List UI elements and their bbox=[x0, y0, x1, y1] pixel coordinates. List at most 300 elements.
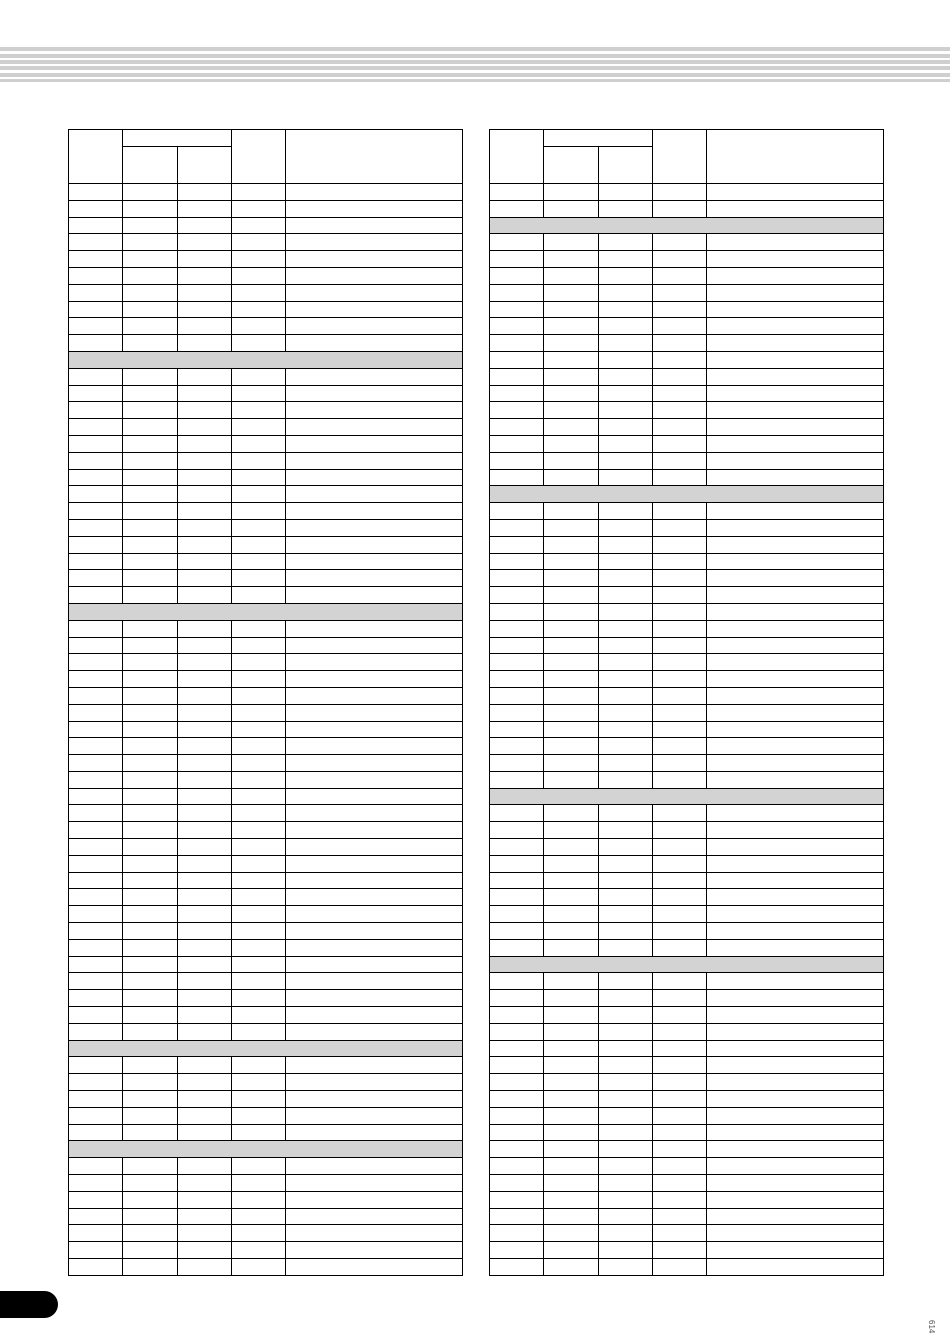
table-row bbox=[69, 1124, 463, 1141]
table-cell bbox=[544, 1091, 599, 1108]
table-row bbox=[490, 671, 884, 688]
table-cell bbox=[544, 671, 599, 688]
table-cell bbox=[707, 587, 884, 604]
table-cell bbox=[653, 755, 707, 772]
chapter-tab bbox=[0, 1291, 58, 1318]
table-cell bbox=[178, 990, 232, 1007]
group-header-row bbox=[490, 956, 884, 973]
table-cell bbox=[69, 553, 123, 570]
table-cell bbox=[653, 351, 707, 368]
header-cell bbox=[707, 130, 884, 184]
table-cell bbox=[599, 452, 653, 469]
table-cell bbox=[178, 1158, 232, 1175]
table-row bbox=[69, 435, 463, 452]
table-cell bbox=[490, 1141, 544, 1158]
table-cell bbox=[286, 301, 463, 318]
table-row bbox=[490, 872, 884, 889]
table-cell bbox=[232, 1074, 286, 1091]
table-cell bbox=[599, 385, 653, 402]
table-cell bbox=[69, 1091, 123, 1108]
table-cell bbox=[599, 351, 653, 368]
table-cell bbox=[178, 200, 232, 217]
table-cell bbox=[178, 620, 232, 637]
table-cell bbox=[123, 301, 178, 318]
table-row bbox=[69, 956, 463, 973]
table-cell bbox=[286, 251, 463, 268]
table-cell bbox=[123, 267, 178, 284]
table-cell bbox=[232, 855, 286, 872]
table-row bbox=[490, 973, 884, 990]
table-row bbox=[490, 923, 884, 940]
table-cell bbox=[653, 620, 707, 637]
table-cell bbox=[599, 687, 653, 704]
table-row bbox=[69, 637, 463, 654]
table-cell bbox=[286, 805, 463, 822]
table-cell bbox=[653, 1208, 707, 1225]
table-cell bbox=[286, 704, 463, 721]
table-cell bbox=[544, 402, 599, 419]
table-row bbox=[490, 284, 884, 301]
table-row bbox=[490, 687, 884, 704]
table-row bbox=[490, 519, 884, 536]
table-cell bbox=[123, 553, 178, 570]
table-cell bbox=[286, 1208, 463, 1225]
table-row bbox=[490, 637, 884, 654]
table-cell bbox=[707, 267, 884, 284]
table-cell bbox=[653, 570, 707, 587]
table-row bbox=[69, 771, 463, 788]
table-cell bbox=[69, 234, 123, 251]
table-cell bbox=[490, 771, 544, 788]
table-cell bbox=[653, 1124, 707, 1141]
table-cell bbox=[707, 536, 884, 553]
table-cell bbox=[178, 1259, 232, 1276]
table-cell bbox=[232, 469, 286, 486]
table-cell bbox=[490, 1057, 544, 1074]
table-cell bbox=[490, 755, 544, 772]
table-cell bbox=[69, 620, 123, 637]
header-stripe bbox=[0, 79, 950, 82]
table-row bbox=[490, 1007, 884, 1024]
table-cell bbox=[653, 973, 707, 990]
table-cell bbox=[178, 385, 232, 402]
table-cell bbox=[599, 889, 653, 906]
table-cell bbox=[123, 419, 178, 436]
table-cell bbox=[653, 234, 707, 251]
table-cell bbox=[490, 872, 544, 889]
table-cell bbox=[653, 855, 707, 872]
table-cell bbox=[123, 452, 178, 469]
table-cell bbox=[178, 452, 232, 469]
table-row bbox=[69, 503, 463, 520]
table-cell bbox=[123, 923, 178, 940]
table-row bbox=[490, 1057, 884, 1074]
table-cell bbox=[599, 637, 653, 654]
table-cell bbox=[544, 1208, 599, 1225]
header-stripe bbox=[0, 47, 950, 51]
table-cell bbox=[178, 939, 232, 956]
table-cell bbox=[544, 553, 599, 570]
table-cell bbox=[69, 654, 123, 671]
table-cell bbox=[599, 234, 653, 251]
table-cell bbox=[286, 889, 463, 906]
table-cell bbox=[544, 654, 599, 671]
table-cell bbox=[286, 587, 463, 604]
table-row bbox=[69, 1057, 463, 1074]
table-cell bbox=[69, 1057, 123, 1074]
table-cell bbox=[232, 906, 286, 923]
table-row bbox=[69, 1074, 463, 1091]
table-cell bbox=[232, 939, 286, 956]
table-cell bbox=[178, 805, 232, 822]
table-cell bbox=[178, 318, 232, 335]
table-cell bbox=[707, 1158, 884, 1175]
table-row bbox=[69, 452, 463, 469]
table-cell bbox=[69, 704, 123, 721]
table-row bbox=[490, 755, 884, 772]
table-cell bbox=[544, 335, 599, 352]
header-cell bbox=[490, 130, 544, 184]
table-cell bbox=[178, 889, 232, 906]
table-cell bbox=[178, 755, 232, 772]
table-cell bbox=[490, 368, 544, 385]
table-cell bbox=[599, 536, 653, 553]
table-cell bbox=[178, 402, 232, 419]
table-cell bbox=[599, 855, 653, 872]
table-row bbox=[69, 1191, 463, 1208]
table-cell bbox=[653, 402, 707, 419]
table-cell bbox=[286, 184, 463, 201]
table-cell bbox=[653, 284, 707, 301]
table-cell bbox=[490, 906, 544, 923]
table-cell bbox=[232, 1225, 286, 1242]
table-cell bbox=[490, 284, 544, 301]
table-cell bbox=[707, 368, 884, 385]
table-cell bbox=[286, 654, 463, 671]
table-cell bbox=[653, 721, 707, 738]
table-cell bbox=[544, 1023, 599, 1040]
table-cell bbox=[178, 771, 232, 788]
table-cell bbox=[286, 553, 463, 570]
table-cell bbox=[286, 671, 463, 688]
table-cell bbox=[707, 234, 884, 251]
table-cell bbox=[123, 939, 178, 956]
table-row bbox=[490, 184, 884, 201]
table-row bbox=[69, 889, 463, 906]
header-cell bbox=[544, 130, 653, 147]
header-cell bbox=[123, 130, 232, 147]
table-cell bbox=[653, 771, 707, 788]
table-cell bbox=[707, 939, 884, 956]
table-cell bbox=[544, 973, 599, 990]
table-row bbox=[69, 973, 463, 990]
table-cell bbox=[286, 452, 463, 469]
table-cell bbox=[707, 855, 884, 872]
table-cell bbox=[286, 721, 463, 738]
table-cell bbox=[653, 385, 707, 402]
table-row bbox=[69, 200, 463, 217]
table-cell bbox=[653, 671, 707, 688]
group-header-cell bbox=[490, 486, 884, 503]
table-cell bbox=[653, 872, 707, 889]
table-cell bbox=[232, 704, 286, 721]
table-cell bbox=[599, 939, 653, 956]
table-cell bbox=[123, 570, 178, 587]
table-cell bbox=[178, 536, 232, 553]
table-cell bbox=[707, 1175, 884, 1192]
table-cell bbox=[653, 184, 707, 201]
table-cell bbox=[123, 184, 178, 201]
table-cell bbox=[69, 889, 123, 906]
table-row bbox=[69, 687, 463, 704]
table-cell bbox=[544, 855, 599, 872]
table-cell bbox=[544, 771, 599, 788]
table-cell bbox=[232, 519, 286, 536]
table-cell bbox=[544, 1242, 599, 1259]
table-cell bbox=[232, 620, 286, 637]
table-cell bbox=[123, 637, 178, 654]
table-cell bbox=[544, 1007, 599, 1024]
table-cell bbox=[544, 603, 599, 620]
table-cell bbox=[69, 184, 123, 201]
table-row bbox=[69, 620, 463, 637]
table-cell bbox=[232, 889, 286, 906]
table-row bbox=[490, 1023, 884, 1040]
table-row bbox=[490, 503, 884, 520]
table-cell bbox=[232, 267, 286, 284]
table-cell bbox=[599, 973, 653, 990]
table-cell bbox=[232, 251, 286, 268]
table-cell bbox=[599, 990, 653, 1007]
table-cell bbox=[490, 335, 544, 352]
table-cell bbox=[286, 570, 463, 587]
table-row bbox=[69, 654, 463, 671]
table-row bbox=[69, 234, 463, 251]
table-cell bbox=[69, 1208, 123, 1225]
table-cell bbox=[490, 687, 544, 704]
table-row bbox=[69, 839, 463, 856]
table-cell bbox=[178, 973, 232, 990]
table-cell bbox=[707, 184, 884, 201]
table-cell bbox=[707, 335, 884, 352]
table-cell bbox=[653, 536, 707, 553]
table-cell bbox=[599, 755, 653, 772]
table-cell bbox=[599, 1124, 653, 1141]
table-cell bbox=[653, 738, 707, 755]
table-cell bbox=[178, 267, 232, 284]
table-cell bbox=[653, 318, 707, 335]
table-cell bbox=[490, 939, 544, 956]
table-cell bbox=[69, 385, 123, 402]
table-cell bbox=[599, 1158, 653, 1175]
table-cell bbox=[653, 805, 707, 822]
table-cell bbox=[232, 872, 286, 889]
table-cell bbox=[69, 251, 123, 268]
table-cell bbox=[599, 923, 653, 940]
table-cell bbox=[69, 906, 123, 923]
table-cell bbox=[286, 1259, 463, 1276]
table-cell bbox=[123, 1259, 178, 1276]
header-subcell bbox=[178, 147, 232, 184]
header-cell bbox=[232, 130, 286, 184]
table-cell bbox=[490, 889, 544, 906]
table-cell bbox=[232, 771, 286, 788]
table-cell bbox=[178, 368, 232, 385]
group-header-row bbox=[69, 603, 463, 620]
table-row bbox=[490, 1124, 884, 1141]
table-cell bbox=[286, 419, 463, 436]
table-cell bbox=[123, 855, 178, 872]
table-cell bbox=[286, 855, 463, 872]
table-cell bbox=[599, 1023, 653, 1040]
table-cell bbox=[286, 973, 463, 990]
table-cell bbox=[707, 973, 884, 990]
table-cell bbox=[490, 385, 544, 402]
table-cell bbox=[490, 536, 544, 553]
table-cell bbox=[599, 603, 653, 620]
table-cell bbox=[69, 519, 123, 536]
group-header-row bbox=[69, 1040, 463, 1057]
table-cell bbox=[69, 570, 123, 587]
table-cell bbox=[653, 603, 707, 620]
table-cell bbox=[286, 402, 463, 419]
table-row bbox=[69, 1242, 463, 1259]
table-row bbox=[490, 469, 884, 486]
table-cell bbox=[178, 1208, 232, 1225]
table-cell bbox=[544, 990, 599, 1007]
table-cell bbox=[232, 1175, 286, 1192]
table-cell bbox=[490, 1007, 544, 1024]
table-cell bbox=[544, 385, 599, 402]
table-row bbox=[490, 200, 884, 217]
table-row bbox=[490, 1074, 884, 1091]
table-cell bbox=[123, 889, 178, 906]
table-cell bbox=[232, 1191, 286, 1208]
table-cell bbox=[707, 469, 884, 486]
table-cell bbox=[232, 1259, 286, 1276]
table-cell bbox=[232, 1158, 286, 1175]
table-cell bbox=[599, 671, 653, 688]
table-cell bbox=[286, 1023, 463, 1040]
table-cell bbox=[544, 351, 599, 368]
table-cell bbox=[653, 1158, 707, 1175]
page-number: 614 bbox=[927, 1320, 936, 1334]
table-cell bbox=[178, 217, 232, 234]
table-cell bbox=[123, 721, 178, 738]
table-cell bbox=[69, 755, 123, 772]
table-cell bbox=[123, 1107, 178, 1124]
table-row bbox=[69, 1091, 463, 1108]
header-stripe bbox=[0, 54, 950, 58]
table-cell bbox=[123, 217, 178, 234]
table-row bbox=[69, 1225, 463, 1242]
table-row bbox=[490, 452, 884, 469]
table-cell bbox=[707, 200, 884, 217]
table-cell bbox=[653, 1091, 707, 1108]
table-cell bbox=[544, 1107, 599, 1124]
table-row bbox=[69, 1007, 463, 1024]
table-cell bbox=[544, 1191, 599, 1208]
table-row bbox=[69, 553, 463, 570]
table-cell bbox=[544, 923, 599, 940]
table-cell bbox=[707, 419, 884, 436]
table-cell bbox=[123, 284, 178, 301]
table-cell bbox=[69, 839, 123, 856]
table-cell bbox=[707, 452, 884, 469]
table-row bbox=[490, 234, 884, 251]
table-row bbox=[490, 318, 884, 335]
table-row bbox=[69, 335, 463, 352]
table-cell bbox=[232, 671, 286, 688]
table-cell bbox=[286, 956, 463, 973]
table-row bbox=[490, 553, 884, 570]
table-cell bbox=[69, 1124, 123, 1141]
table-cell bbox=[653, 368, 707, 385]
table-cell bbox=[653, 1057, 707, 1074]
table-cell bbox=[707, 301, 884, 318]
table-cell bbox=[123, 1225, 178, 1242]
table-cell bbox=[286, 435, 463, 452]
table-row bbox=[490, 368, 884, 385]
table-row bbox=[69, 318, 463, 335]
table-cell bbox=[123, 251, 178, 268]
table-cell bbox=[123, 1242, 178, 1259]
table-cell bbox=[286, 385, 463, 402]
table-row bbox=[69, 721, 463, 738]
table-cell bbox=[544, 301, 599, 318]
table-cell bbox=[232, 1007, 286, 1024]
table-cell bbox=[123, 1191, 178, 1208]
table-cell bbox=[69, 335, 123, 352]
table-cell bbox=[69, 1191, 123, 1208]
group-header-cell bbox=[69, 603, 463, 620]
table-cell bbox=[490, 1191, 544, 1208]
table-cell bbox=[178, 1091, 232, 1108]
table-cell bbox=[232, 1242, 286, 1259]
table-cell bbox=[123, 872, 178, 889]
table-cell bbox=[544, 184, 599, 201]
table-cell bbox=[123, 620, 178, 637]
table-cell bbox=[123, 788, 178, 805]
table-cell bbox=[69, 435, 123, 452]
table-cell bbox=[69, 1175, 123, 1192]
table-cell bbox=[490, 822, 544, 839]
table-cell bbox=[490, 671, 544, 688]
table-cell bbox=[707, 351, 884, 368]
table-cell bbox=[490, 805, 544, 822]
table-cell bbox=[490, 1225, 544, 1242]
table-cell bbox=[123, 503, 178, 520]
table-cell bbox=[490, 452, 544, 469]
group-header-row bbox=[490, 788, 884, 805]
table-cell bbox=[178, 1225, 232, 1242]
table-cell bbox=[599, 1191, 653, 1208]
table-row bbox=[490, 822, 884, 839]
table-cell bbox=[232, 805, 286, 822]
table-cell bbox=[707, 704, 884, 721]
table-cell bbox=[232, 973, 286, 990]
table-row bbox=[69, 939, 463, 956]
table-cell bbox=[707, 1242, 884, 1259]
table-cell bbox=[69, 217, 123, 234]
table-row bbox=[69, 1259, 463, 1276]
table-cell bbox=[286, 771, 463, 788]
table-cell bbox=[490, 1107, 544, 1124]
table-cell bbox=[178, 855, 232, 872]
table-cell bbox=[69, 788, 123, 805]
table-row bbox=[490, 570, 884, 587]
table-cell bbox=[653, 906, 707, 923]
